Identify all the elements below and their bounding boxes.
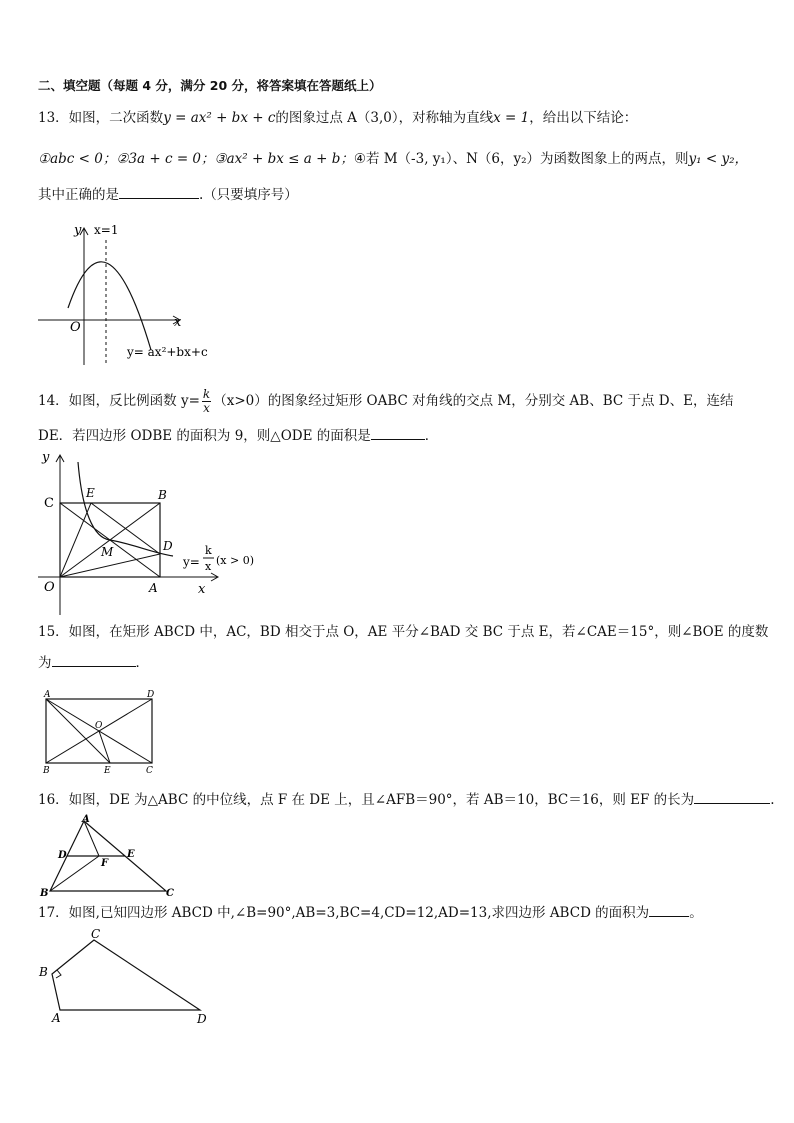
q16-label-f: F xyxy=(101,858,109,869)
q14-fn-x: x xyxy=(205,560,212,573)
q13-text-l3b: .（只要填序号） xyxy=(199,187,298,203)
q13-c3: ③ax² + bx ≤ a + b； xyxy=(214,151,354,167)
q13-figure xyxy=(30,220,220,365)
q14-y-label: y xyxy=(42,450,50,465)
q13-y-label: y xyxy=(74,223,82,238)
q15-line2 xyxy=(38,654,149,672)
q14-text-l2a: DE．若四边形 ODBE 的面积为 9，则△ODE 的面积是 xyxy=(38,428,371,444)
q17-text-end: 。 xyxy=(689,905,703,921)
q17-text: 17．如图,已知四边形 ABCD 中,∠B=90°,AB=3,BC=4,CD=12,AD=13,求四边形 ABCD 的面积为 xyxy=(38,905,650,921)
q14-figure xyxy=(38,450,268,615)
q14-label-m: M xyxy=(101,545,114,559)
q14-label-e: E xyxy=(86,486,95,500)
q13-axis-eq: x = 1 xyxy=(493,110,530,126)
q17-right-angle-mark xyxy=(56,970,61,978)
q14-answer-blank[interactable] xyxy=(371,427,425,440)
q13-text-a: 13．如图，二次函数 xyxy=(38,110,164,126)
q17-quadrilateral xyxy=(52,940,200,1010)
q17-label-d: D xyxy=(197,1012,207,1026)
q16-figure xyxy=(38,813,183,898)
q17-figure xyxy=(36,927,216,1026)
q13-func: y = ax² + bx + c xyxy=(163,110,276,126)
q16-label-c: C xyxy=(166,888,174,899)
q16-seg-bf xyxy=(50,856,99,891)
q13-origin: O xyxy=(70,320,81,335)
q14-fn-domain: (x > 0) xyxy=(216,554,254,567)
q17-line1 xyxy=(38,904,703,922)
q14-text-b: （x>0）的图象经过矩形 OABC 对角线的交点 M，分别交 AB、BC 于点 D、E，连结 xyxy=(213,393,734,409)
q15-label-a: A xyxy=(44,690,51,700)
q14-text-a: 14．如图，反比例函数 y= xyxy=(38,393,200,409)
q13-line1 xyxy=(38,109,637,127)
q15-label-c: C xyxy=(146,766,153,776)
q14-label-o: O xyxy=(44,580,55,595)
q14-fn-k: k xyxy=(205,544,212,557)
q15-label-d: D xyxy=(147,690,155,700)
q15-figure xyxy=(38,688,168,780)
q15-label-b: B xyxy=(43,766,50,776)
q13-c2: ②3a + c = 0； xyxy=(116,151,215,167)
q17-answer-blank[interactable] xyxy=(649,904,689,917)
q14-hyperbola xyxy=(78,462,173,556)
q16-label-d: D xyxy=(58,850,67,861)
q13-line2 xyxy=(38,150,748,168)
q14-label-c: C xyxy=(44,496,54,511)
q15-label-e: E xyxy=(104,766,111,776)
q13-curve-label: y= ax²+bx+c xyxy=(127,345,208,359)
q14-line2 xyxy=(38,427,438,445)
q14-label-a: A xyxy=(149,581,158,595)
q15-answer-blank[interactable] xyxy=(52,654,136,667)
q13-parabola xyxy=(68,262,151,350)
q14-frac xyxy=(202,388,211,415)
q13-answer-blank[interactable] xyxy=(119,186,199,199)
q16-label-b: B xyxy=(40,888,49,899)
q16-text-end: . xyxy=(770,792,775,808)
q13-text-c: ，给出以下结论： xyxy=(529,110,638,126)
q14-label-d: D xyxy=(163,539,173,553)
q14-label-b: B xyxy=(158,488,167,502)
q14-x-label: x xyxy=(198,582,206,597)
q15-text-l2a: 为 xyxy=(38,655,52,671)
q16-text: 16．如图，DE 为△ABC 的中位线，点 F 在 DE 上，且∠AFB＝90°，若 AB＝10，BC＝16，则 EF 的长为 xyxy=(38,792,695,808)
q14-frac-den: x xyxy=(203,401,210,415)
q14-fn-label: y= xyxy=(183,555,200,569)
q16-answer-blank[interactable] xyxy=(694,791,770,804)
q15-text-l2b: ． xyxy=(135,655,149,671)
q16-label-e: E xyxy=(127,849,135,860)
q17-label-c: C xyxy=(91,927,101,941)
q15-seg-ae xyxy=(46,699,110,763)
q15-label-o: O xyxy=(95,721,103,731)
q16-line1 xyxy=(38,791,774,809)
q13-sym-label: x=1 xyxy=(94,223,119,237)
section-header: 二、填空题（每题 4 分，满分 20 分，将答案填在答题纸上） xyxy=(38,78,382,93)
q16-seg-af xyxy=(84,821,99,856)
q13-line3 xyxy=(38,186,298,204)
q13-c4b: y₁ < y₂， xyxy=(688,151,749,167)
q13-text-l3a: 其中正确的是 xyxy=(38,187,119,203)
q13-text-b: 的图象过点 A（3,0），对称轴为直线 xyxy=(275,110,494,126)
q15-line1: 15．如图，在矩形 ABCD 中，AC，BD 相交于点 O，AE 平分∠BAD 交 BC 于点 E，若∠CAE＝15°，则∠BOE 的度数 xyxy=(38,624,769,640)
q16-label-a: A xyxy=(82,814,90,825)
q14-frac-num: k xyxy=(202,387,211,401)
q14-text-l2b: ． xyxy=(424,428,439,444)
q17-label-a: A xyxy=(52,1011,61,1025)
q13-c4a: ④若 M（-3, y₁）、N（6，y₂）为函数图象上的两点，则 xyxy=(353,151,689,167)
q17-label-b: B xyxy=(39,965,48,979)
q14-line1 xyxy=(38,388,733,415)
q13-c1: ①abc < 0； xyxy=(38,151,117,167)
q13-x-label: x xyxy=(174,315,182,330)
